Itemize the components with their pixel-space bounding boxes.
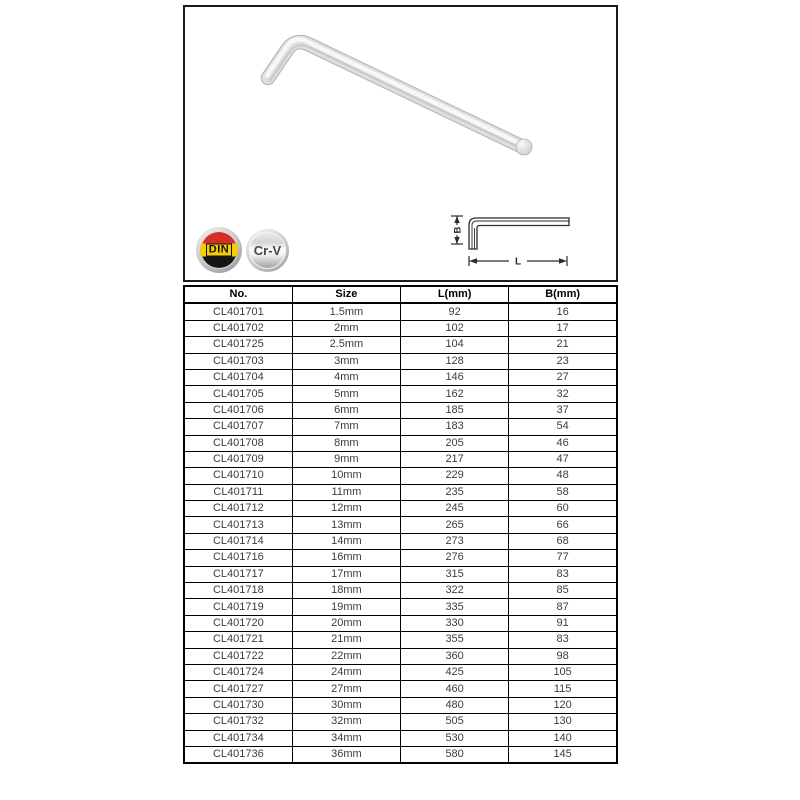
cell-size: 27mm (292, 681, 400, 697)
column-header-no: No. (184, 286, 292, 303)
cell-l-mm: 580 (401, 746, 509, 763)
cell-no: CL401716 (184, 550, 292, 566)
crv-badge-face (249, 232, 286, 269)
cell-no: CL401714 (184, 533, 292, 549)
table-row (184, 615, 617, 631)
table-row (184, 632, 617, 648)
cell-b-mm: 37 (509, 402, 617, 418)
cell-size: 14mm (292, 533, 400, 549)
cell-no: CL401703 (184, 353, 292, 369)
cell-l-mm: 185 (401, 402, 509, 418)
cell-l-mm: 460 (401, 681, 509, 697)
cell-size: 3mm (292, 353, 400, 369)
cell-no: CL401727 (184, 681, 292, 697)
cell-no: CL401718 (184, 583, 292, 599)
cell-l-mm: 273 (401, 533, 509, 549)
cell-size: 18mm (292, 583, 400, 599)
cell-size: 10mm (292, 468, 400, 484)
cell-b-mm: 32 (509, 386, 617, 402)
cell-b-mm: 120 (509, 697, 617, 713)
cell-no: CL401707 (184, 419, 292, 435)
cell-size: 22mm (292, 648, 400, 664)
cell-no: CL401734 (184, 730, 292, 746)
cell-b-mm: 23 (509, 353, 617, 369)
cell-no: CL401702 (184, 320, 292, 336)
key-profile-outline (469, 218, 569, 249)
cell-size: 21mm (292, 632, 400, 648)
cell-no: CL401711 (184, 484, 292, 500)
cell-size: 7mm (292, 419, 400, 435)
dimension-diagram (445, 204, 615, 278)
cell-b-mm: 145 (509, 746, 617, 763)
cell-no: CL401706 (184, 402, 292, 418)
ball-end (516, 139, 532, 155)
cell-size: 34mm (292, 730, 400, 746)
table-row (184, 566, 617, 582)
din-badge-band (200, 244, 238, 257)
cell-no: CL401704 (184, 369, 292, 385)
table-row (184, 550, 617, 566)
table-row (184, 533, 617, 549)
table-row (184, 648, 617, 664)
cell-b-mm: 77 (509, 550, 617, 566)
cell-size: 30mm (292, 697, 400, 713)
cell-b-mm: 47 (509, 451, 617, 467)
cell-l-mm: 505 (401, 714, 509, 730)
table-row (184, 451, 617, 467)
cell-size: 1.5mm (292, 303, 400, 320)
cell-no: CL401721 (184, 632, 292, 648)
dimension-b-label: B (452, 226, 464, 234)
table-row (184, 468, 617, 484)
table-row (184, 369, 617, 385)
cell-l-mm: 315 (401, 566, 509, 582)
cell-no: CL401724 (184, 664, 292, 680)
cell-size: 16mm (292, 550, 400, 566)
table-row (184, 402, 617, 418)
cell-l-mm: 205 (401, 435, 509, 451)
cell-no: CL401719 (184, 599, 292, 615)
cell-no: CL401732 (184, 714, 292, 730)
cell-size: 24mm (292, 664, 400, 680)
cell-l-mm: 183 (401, 419, 509, 435)
spec-table-body (184, 303, 617, 763)
cell-size: 32mm (292, 714, 400, 730)
cell-b-mm: 115 (509, 681, 617, 697)
table-row (184, 435, 617, 451)
badge-group (196, 227, 289, 273)
cell-l-mm: 322 (401, 583, 509, 599)
cell-no: CL401717 (184, 566, 292, 582)
cell-size: 2.5mm (292, 337, 400, 353)
cell-b-mm: 46 (509, 435, 617, 451)
din-badge-label: DIN (206, 244, 232, 257)
cell-size: 36mm (292, 746, 400, 763)
cell-l-mm: 245 (401, 501, 509, 517)
table-row (184, 583, 617, 599)
table-row (184, 386, 617, 402)
table-row (184, 746, 617, 763)
cell-size: 12mm (292, 501, 400, 517)
cell-no: CL401730 (184, 697, 292, 713)
column-header-size: Size (292, 286, 400, 303)
table-row (184, 320, 617, 336)
cell-b-mm: 87 (509, 599, 617, 615)
cell-size: 11mm (292, 484, 400, 500)
cell-no: CL401720 (184, 615, 292, 631)
cell-size: 4mm (292, 369, 400, 385)
table-row (184, 517, 617, 533)
crv-badge (246, 229, 289, 272)
cell-b-mm: 58 (509, 484, 617, 500)
product-image-panel (183, 5, 618, 282)
cell-size: 9mm (292, 451, 400, 467)
cell-l-mm: 425 (401, 664, 509, 680)
table-row (184, 697, 617, 713)
cell-no: CL401712 (184, 501, 292, 517)
din-badge-face (200, 231, 238, 269)
cell-l-mm: 217 (401, 451, 509, 467)
cell-size: 6mm (292, 402, 400, 418)
cell-b-mm: 27 (509, 369, 617, 385)
cell-l-mm: 102 (401, 320, 509, 336)
cell-size: 5mm (292, 386, 400, 402)
cell-size: 8mm (292, 435, 400, 451)
cell-l-mm: 530 (401, 730, 509, 746)
cell-size: 2mm (292, 320, 400, 336)
cell-no: CL401705 (184, 386, 292, 402)
cell-l-mm: 355 (401, 632, 509, 648)
table-row (184, 599, 617, 615)
cell-b-mm: 21 (509, 337, 617, 353)
din-badge (196, 227, 242, 273)
cell-l-mm: 128 (401, 353, 509, 369)
cell-no: CL401725 (184, 337, 292, 353)
cell-b-mm: 85 (509, 583, 617, 599)
cell-b-mm: 91 (509, 615, 617, 631)
cell-no: CL401710 (184, 468, 292, 484)
cell-b-mm: 60 (509, 501, 617, 517)
table-row (184, 353, 617, 369)
table-row (184, 664, 617, 680)
spec-table (183, 285, 618, 764)
dimension-l-label: L (514, 256, 522, 268)
cell-b-mm: 48 (509, 468, 617, 484)
cell-l-mm: 104 (401, 337, 509, 353)
cell-l-mm: 480 (401, 697, 509, 713)
cell-l-mm: 92 (401, 303, 509, 320)
table-row (184, 337, 617, 353)
table-row (184, 681, 617, 697)
crv-badge-label: Cr-V (253, 242, 282, 258)
table-row (184, 303, 617, 320)
cell-b-mm: 105 (509, 664, 617, 680)
cell-b-mm: 83 (509, 566, 617, 582)
table-row (184, 484, 617, 500)
cell-b-mm: 17 (509, 320, 617, 336)
cell-b-mm: 54 (509, 419, 617, 435)
cell-b-mm: 66 (509, 517, 617, 533)
cell-l-mm: 162 (401, 386, 509, 402)
product-sheet (183, 5, 618, 764)
cell-size: 13mm (292, 517, 400, 533)
cell-size: 17mm (292, 566, 400, 582)
table-row (184, 501, 617, 517)
cell-no: CL401708 (184, 435, 292, 451)
cell-no: CL401722 (184, 648, 292, 664)
cell-l-mm: 276 (401, 550, 509, 566)
cell-l-mm: 360 (401, 648, 509, 664)
cell-l-mm: 229 (401, 468, 509, 484)
hex-key-shaft (267, 40, 524, 150)
column-header-l-mm: L(mm) (401, 286, 509, 303)
cell-b-mm: 130 (509, 714, 617, 730)
cell-l-mm: 146 (401, 369, 509, 385)
cell-b-mm: 68 (509, 533, 617, 549)
table-header-row (184, 286, 617, 303)
cell-no: CL401713 (184, 517, 292, 533)
cell-l-mm: 335 (401, 599, 509, 615)
cell-no: CL401701 (184, 303, 292, 320)
cell-no: CL401709 (184, 451, 292, 467)
cell-size: 20mm (292, 615, 400, 631)
cell-b-mm: 16 (509, 303, 617, 320)
table-row (184, 714, 617, 730)
cell-l-mm: 235 (401, 484, 509, 500)
cell-b-mm: 140 (509, 730, 617, 746)
table-row (184, 730, 617, 746)
cell-l-mm: 330 (401, 615, 509, 631)
cell-size: 19mm (292, 599, 400, 615)
cell-l-mm: 265 (401, 517, 509, 533)
column-header-b-mm: B(mm) (509, 286, 617, 303)
cell-no: CL401736 (184, 746, 292, 763)
cell-b-mm: 83 (509, 632, 617, 648)
cell-b-mm: 98 (509, 648, 617, 664)
table-row (184, 419, 617, 435)
